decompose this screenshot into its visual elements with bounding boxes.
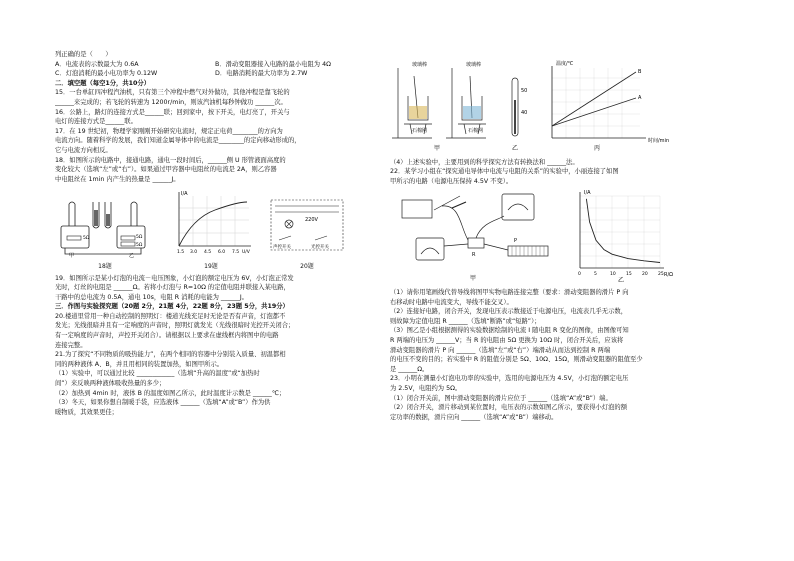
q21-line: 暖物质，其效果更佳； <box>55 408 118 416</box>
voltage-label: 220V <box>305 217 318 224</box>
q20-line: 20.楼道里常用一种自动控制的照明灯：楼道光线充足时无论是否有声音，灯泡都不 <box>55 312 286 320</box>
figure-yi-label: 乙 <box>512 145 519 152</box>
series-b-label: B <box>638 69 642 75</box>
figure-18-caption: 18题 <box>98 262 112 270</box>
q22-body-line: R 两端的电压为 ______V；当 R 的电阻由 5Ω 更换为 10Ω 时，闭合开关后，应该将 <box>390 336 624 344</box>
lamp-circuit <box>267 196 347 258</box>
asbestos-net-label: 石棉网 <box>412 128 428 134</box>
y-axis-label: I/A <box>584 190 591 197</box>
right-column <box>390 58 742 422</box>
q21-line: （1）实验中，可以通过比较 ____________（选填“升高的温度”或“加热时 <box>55 370 260 378</box>
x-tick: 4.5 <box>204 250 212 256</box>
q18-line: 变化较大（选填“左”或“右”）。如果通过甲容器中电阻丝的电流是 2A，则乙容器 <box>55 166 277 174</box>
figure-20 <box>267 196 347 271</box>
q23-line: （2）闭合开关，滑片移动到某位置时，电压表的示数如图乙所示，要获得小灯泡的额 <box>390 404 627 412</box>
q22-body-line: 的电压不变的目的；若实验中 R 的阻值分别是 5Ω、10Ω、15Ω，则滑动变阻器的阻值至少 <box>390 356 643 364</box>
y-axis-label: I/A <box>181 191 188 198</box>
iu-graph <box>165 188 257 258</box>
thermometer-tick: 40 <box>521 110 528 116</box>
x-tick: 5 <box>594 272 597 278</box>
q22-body-line: 滑动变阻器的滑片 P 向 ______（选填“左”或“右”）端滑动从而达到控制 R 两端 <box>390 346 611 354</box>
q21-4-line: （4）上述实验中，主要用到的科学探究方法有转换法和 ______法。 <box>390 158 579 166</box>
resistor-label-2: 5Ω <box>136 235 143 241</box>
q22-body-line: （3）图乙是小组根据测得的实验数据绘制的电流 I 随电阻 R 变化的图像，由图像可知 <box>390 327 629 335</box>
figure-jia-label: 甲 <box>470 275 477 283</box>
q14-options-row1 <box>55 60 375 70</box>
q23-line: 23．小明在测量小灯泡电功率的实验中，选用的电源电压为 4.5V，小灯泡的额定电压 <box>390 375 629 383</box>
figure-20-caption: 20题 <box>300 262 314 270</box>
q20-line: 发光；光线很暗并且有一定响度的声音时，照明灯就发光（光线很暗时光控开关闭合； <box>55 322 295 330</box>
q19-line: 干路中的总电流为 0.5A，通电 10s，电阻 R 消耗的电能为 ______J。 <box>55 293 248 301</box>
joule-heat-apparatus <box>55 196 155 258</box>
q22-body-line: 是 ______Ω。 <box>390 365 429 373</box>
q22-body-line: 右移动时电路中电流变大，导线不能交叉）。 <box>390 298 513 306</box>
q18-line: 18．如图所示的电路中，接通电路，通电一段时间后，______侧 U 形管液面高度的 <box>55 156 286 164</box>
q22-body-line: （1）请你用笔画线代替导线将图甲实物电路连接完整（要求：滑动变阻器的滑片 P 向 <box>390 288 629 296</box>
series-line <box>586 199 660 263</box>
option-b: B．滑动变阻器接入电路的最小电阻为 4Ω <box>215 60 331 68</box>
q17-line: 电流方向。随着科学的发展，我们知道金属导体中的电流是________的定向移动形成的， <box>55 137 301 145</box>
voltmeter-icon <box>502 194 534 220</box>
q16-line: 16．公路上，路灯的连接方式是______联；回到家中，按下开关，电灯亮了，开关与 <box>55 108 290 116</box>
q21-line: （3）冬天，如果你想自制暖手袋，应选液体 ______（选填“A”或“B”）作为供 <box>55 399 271 407</box>
section-experiment: 三．作图与实验探究题（20题 2分，21题 4分，22题 8分，23题 5分，共19分） <box>55 303 289 311</box>
container-jia-label: 甲 <box>69 253 75 259</box>
q21-line: 21.为了探究“不同物质的吸热能力”，在两个相同的容器中分别装入质量、初温都相 <box>55 351 286 359</box>
q19-line: 19．如图所示是某小灯泡的电流－电压图象，小灯泡的额定电压为 6V，小灯泡正常发 <box>55 274 294 282</box>
x-tick: 1.5 <box>177 250 185 256</box>
figure-22 <box>390 186 742 284</box>
x-tick: 15 <box>626 272 632 278</box>
figure-19 <box>165 188 257 271</box>
q14-options-row2 <box>55 69 375 79</box>
slider-label: P <box>514 238 518 245</box>
q23-line: 定功率的数据，滑片应向 ______（选填“A”或“B”）端移动。 <box>390 413 558 421</box>
q22-body-line: 则故障为定值电阻 R ______（选填“断路”或“短路”）； <box>390 317 541 325</box>
q18-line: 中电阻丝在 1min 内产生的热量是 ______J。 <box>55 175 180 183</box>
battery-box-icon <box>402 200 432 218</box>
sound-switch-label: 声控开关 <box>273 245 291 251</box>
x-axis-label: U/V <box>242 250 250 256</box>
q17-line: 它与电流方向相反。 <box>55 146 112 154</box>
q20-line: 连接完整。 <box>55 341 87 349</box>
resistor-icon <box>468 238 484 248</box>
series-a-label: A <box>638 95 642 101</box>
q15-line: 15．一台单缸四冲程汽油机，只有第三个冲程中燃气对外做功，其他冲程是靠飞轮的 <box>55 89 290 97</box>
x-tick: 6.0 <box>218 250 226 256</box>
q17-line: 17．在 19 世纪初，物理学家刚刚开始研究电流时，规定正电荷________的方向为 <box>55 127 283 135</box>
figure-yi-label: 乙 <box>618 277 625 285</box>
x-axis-label: R/Ω <box>664 272 673 279</box>
q22-body-line: （2）连接好电路，闭合开关，发现电压表示数接近于电源电压，电流表几乎无示数， <box>390 308 627 316</box>
asbestos-net-label: 石棉网 <box>468 128 484 134</box>
resistor-label-1: 5Ω <box>83 236 90 242</box>
resistor-label-3: 5Ω <box>136 243 143 249</box>
option-d: D．电路消耗的最大功率为 2.7W <box>215 70 308 78</box>
figure-jia-label: 甲 <box>434 145 441 152</box>
switch-icon <box>279 236 291 240</box>
x-tick: 0 <box>578 272 581 278</box>
q22-line: 甲所示的电路（电源电压保持 4.5V 不变）。 <box>390 177 513 185</box>
q16-line: 电灯的连接方式是______联。 <box>55 118 137 126</box>
container-yi-label: 乙 <box>129 253 135 259</box>
q19-line: 光时，灯丝的电阻是 ______Ω。若将小灯泡与 R=10Ω 的定值电阻并联接入某电路， <box>55 284 290 292</box>
left-column <box>55 50 375 417</box>
q15-line: ______来完成的；若飞轮的转速为 1200r/min，则该汽油机每秒钟做功 ______次。 <box>55 98 287 106</box>
q14-intro: 列正确的是（ ） <box>55 51 112 58</box>
option-c: C．灯泡消耗的最小电功率为 0.12W <box>55 70 158 78</box>
thermometer-tick: 50 <box>521 88 528 94</box>
section-fill-blank: 二．填空题（每空1分，共10分） <box>55 79 151 87</box>
glass-rod-label: 玻璃棒 <box>412 62 428 68</box>
figure-19-caption: 19题 <box>204 262 218 270</box>
q21-line: 同的两种液体 A、B，并且用相同的装置加热，如图甲所示。 <box>55 360 224 368</box>
figure-21 <box>390 58 742 154</box>
x-tick: 10 <box>610 272 616 278</box>
q21-line: 间”）来反映两种液体吸收热量的多少； <box>55 380 166 388</box>
current-resistance-chart <box>578 190 673 284</box>
q23-line: 为 2.5V，电阻约为 5Ω。 <box>390 384 462 392</box>
x-tick: 3.0 <box>190 250 198 256</box>
q22-line: 22．某学习小组在“探究通电导体中电流与电阻的关系”的实验中，小丽连接了如图 <box>390 168 619 176</box>
x-tick: 7.5 <box>232 250 240 256</box>
glass-rod-label: 玻璃棒 <box>466 62 482 68</box>
resistor-label: R <box>472 252 476 259</box>
figure-bing-label: 丙 <box>594 145 601 152</box>
q21-line: （2）加热到 4min 时，液体 B 的温度如图乙所示，此时温度计示数是 ______℃； <box>55 389 286 397</box>
ammeter-icon <box>416 238 444 260</box>
x-tick: 20 <box>642 272 648 278</box>
x-tick: 25 <box>658 272 664 278</box>
q20-line: 有一定响度的声音时，声控开关闭合）。请根据以上要求在虚线框内将图中的电路 <box>55 332 279 340</box>
switch-icon <box>315 236 327 240</box>
figures-18-20 <box>55 188 375 271</box>
temp-axis-label: 温度/℃ <box>556 61 574 67</box>
light-switch-label: 光控开关 <box>311 245 329 251</box>
time-axis-label: 时间/min <box>648 138 670 144</box>
option-a: A．电流表的示数最大为 0.6A <box>55 60 139 68</box>
figure-18 <box>55 196 155 271</box>
q23-line: （1）闭合开关前，图中滑动变阻器的滑片应位于 ______（选填“A”或“B”）端。 <box>390 394 612 402</box>
switch-icon <box>452 202 466 208</box>
